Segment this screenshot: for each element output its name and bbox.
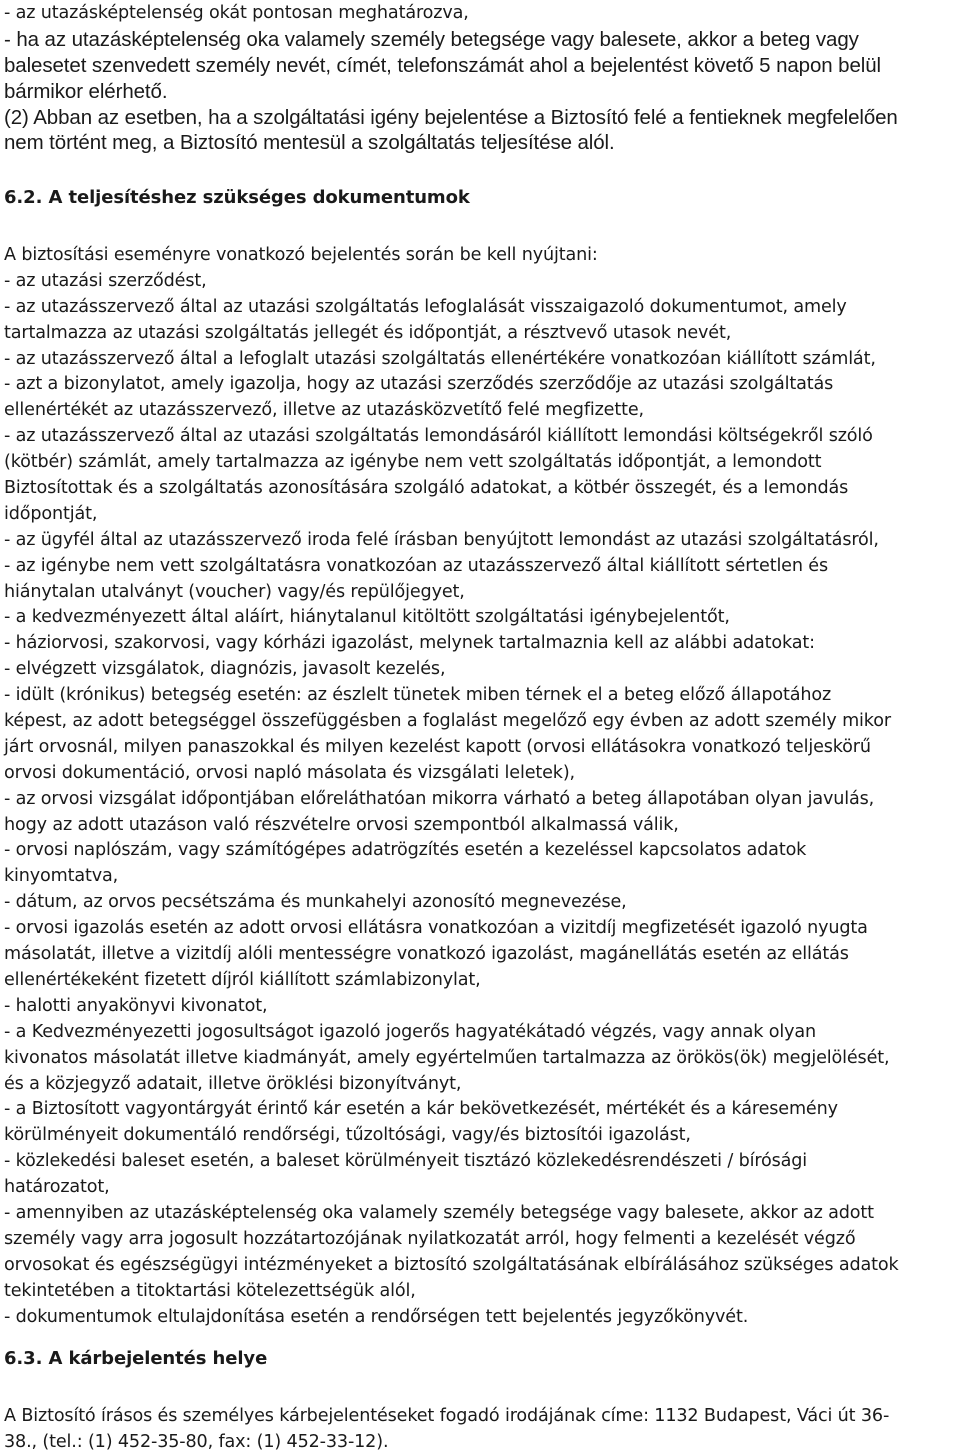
required-documents-list — [4, 243, 958, 1330]
text-line: - a Biztosított vagyontárgyát érintő kár esetén a kár bekövetkezését, mértékét és a káresemény — [4, 1099, 838, 1120]
text-line: körülményeit dokumentáló rendőrségi, tűzoltósági, vagy/és biztosítói igazolást, — [4, 1125, 691, 1146]
text-line: - az utazásképtelenség okát pontosan meghatározva, — [4, 3, 469, 23]
text-line: hogy az adott utazáson való részvételre orvosi szempontból alkalmassá válik, — [4, 814, 679, 835]
text-line: személy vagy arra jogosult hozzátartozójának nyilatkozatát arról, hogy felmenti a kezelését végző — [4, 1228, 856, 1249]
text-line: képest, az adott betegséggel összefüggésben a foglalást megelőző egy évben az adott személy mikor — [4, 711, 891, 732]
text-line: - az orvosi vizsgálat időpontjában előreláthatóan mikorra várható a beteg állapotában olyan javulás, — [4, 788, 875, 809]
claims-office-address — [4, 1404, 958, 1456]
text-line: A Biztosító írásos és személyes kárbejelentéseket fogadó irodájának címe: 1132 Budapest, Váci út 36- — [4, 1406, 890, 1426]
text-line: időpontját, — [4, 503, 98, 524]
text-line: és a közjegyző adatait, illetve öröklési bizonyítványt, — [4, 1073, 462, 1094]
text-line: ellenértékét az utazásszervező, illetve az utazásközvetítő felé megfizette, — [4, 400, 644, 421]
text-line: - az utazásszervező által az utazási szolgáltatás lefoglalását visszaigazoló dokumentumot, amely — [4, 296, 847, 317]
text-line: - amennyiben az utazásképtelenség oka valamely személy betegsége vagy balesete, akkor az adott — [4, 1202, 874, 1223]
text-line: - orvosi naplószám, vagy számítógépes adatrögzítés esetén a kezeléssel kapcsolatos adatok — [4, 840, 807, 861]
text-line: - a kedvezményezett által aláírt, hiánytalanul kitöltött szolgáltatási igénybejelentőt, — [4, 607, 730, 628]
text-line: - idült (krónikus) betegség esetén: az észlelt tünetek miben térnek el a beteg előző állapotához — [4, 685, 832, 706]
text-line: - az utazásszervező által a lefoglalt utazási szolgáltatás ellenértékére vonatkozóan kiállított számlát, — [4, 348, 876, 369]
text-line: bármikor elérhető. — [4, 79, 168, 103]
text-line: hiánytalan utalványt (voucher) vagy/és repülőjegyet, — [4, 581, 465, 602]
text-line: balesetet szenvedett személy nevét, címét, telefonszámát ahol a bejelentést követő 5 napon belül — [4, 53, 881, 77]
text-line: másolatát, illetve a vizitdíj alóli mentességre vonatkozó igazolást, magánellátás esetén az ellátás — [4, 944, 849, 965]
text-line: - az utazásszervező által az utazási szolgáltatás lemondásáról kiállított lemondási költségekről szóló — [4, 426, 873, 447]
text-line: - a Kedvezményezetti jogosultságot igazoló jogerős hagyatékátadó végzés, vagy annak olyan — [4, 1021, 817, 1042]
text-line: - halotti anyakönyvi kivonatot, — [4, 995, 268, 1016]
text-line: - dátum, az orvos pecsétszáma és munkahelyi azonosító megnevezése, — [4, 892, 627, 913]
intro-paragraphs — [4, 1, 958, 156]
text-line: - ha az utazásképtelenség oka valamely személy betegsége vagy balesete, akkor a beteg vagy — [4, 27, 859, 51]
text-line: - azt a bizonylatot, amely igazolja, hogy az utazási szerződés szerződője az utazási szolgáltatás — [4, 374, 834, 395]
text-line: orvosokat és egészségügyi intézményeket a biztosító szolgáltatásának elbírálásához szükséges adatok — [4, 1254, 899, 1275]
text-line: tekintetében a titoktartási kötelezettségük alól, — [4, 1280, 416, 1301]
text-line: (kötbér) számlát, amely tartalmazza az igénybe nem vett szolgáltatás időpontját, a lemondott — [4, 452, 822, 473]
text-line: - elvégzett vizsgálatok, diagnózis, javasolt kezelés, — [4, 659, 446, 680]
text-line: 38., (tel.: (1) 452-35-80, fax: (1) 452-33-12). — [4, 1431, 389, 1452]
text-line: - háziorvosi, szakorvosi, vagy kórházi igazolást, melynek tartalmaznia kell az alábbi adatokat: — [4, 633, 815, 654]
text-line: - az ügyfél által az utazásszervező iroda felé írásban benyújtott lemondást az utazási szolgáltatásról, — [4, 529, 879, 550]
text-line: kinyomtatva, — [4, 866, 119, 887]
text-line: tartalmazza az utazási szolgáltatás jellegét és időpontját, a résztvevő utasok nevét, — [4, 322, 732, 343]
text-line: kivonatos másolatát illetve kiadmányát, amely egyértelműen tartalmazza az örökös(ök) megjelölését, — [4, 1047, 890, 1068]
text-line: - az utazási szerződést, — [4, 270, 207, 291]
text-line: ellenértékeként fizetett díjról kiállított számlabizonylat, — [4, 969, 481, 990]
text-line: - közlekedési baleset esetén, a baleset körülményeit tisztázó közlekedésrendészeti / bírósági — [4, 1151, 808, 1172]
text-line: nem történt meg, a Biztosító mentesül a szolgáltatás teljesítése alól. — [4, 131, 615, 155]
section-heading-6-2: 6.2. A teljesítéshez szükséges dokumentumok — [4, 187, 470, 208]
text-line: Biztosítottak és a szolgáltatás azonosítására szolgáló adatokat, a kötbér összegét, és a lemondás — [4, 478, 849, 499]
section-heading-6-3: 6.3. A kárbejelentés helye — [4, 1348, 268, 1369]
text-line: - orvosi igazolás esetén az adott orvosi ellátásra vonatkozóan a vizitdíj megfizetését igazoló nyugta — [4, 918, 868, 939]
text-line: A biztosítási eseményre vonatkozó bejelentés során be kell nyújtani: — [4, 245, 598, 265]
text-line: járt orvosnál, milyen panaszokkal és milyen kezelést kapott (orvosi ellátásokra vonatkozó teljeskörű — [4, 736, 871, 757]
text-line: - az igénybe nem vett szolgáltatásra vonatkozóan az utazásszervező által kiállított sértetlen és — [4, 555, 828, 576]
text-line: határozatot, — [4, 1177, 110, 1198]
text-line: - dokumentumok eltulajdonítása esetén a rendőrségen tett bejelentés jegyzőkönyvét. — [4, 1306, 749, 1327]
text-line: orvosi dokumentáció, orvosi napló másolata és vizsgálati leletek), — [4, 762, 575, 783]
text-line: (2) Abban az esetben, ha a szolgáltatási igény bejelentése a Biztosító felé a fentieknek megfelelően — [4, 105, 898, 129]
